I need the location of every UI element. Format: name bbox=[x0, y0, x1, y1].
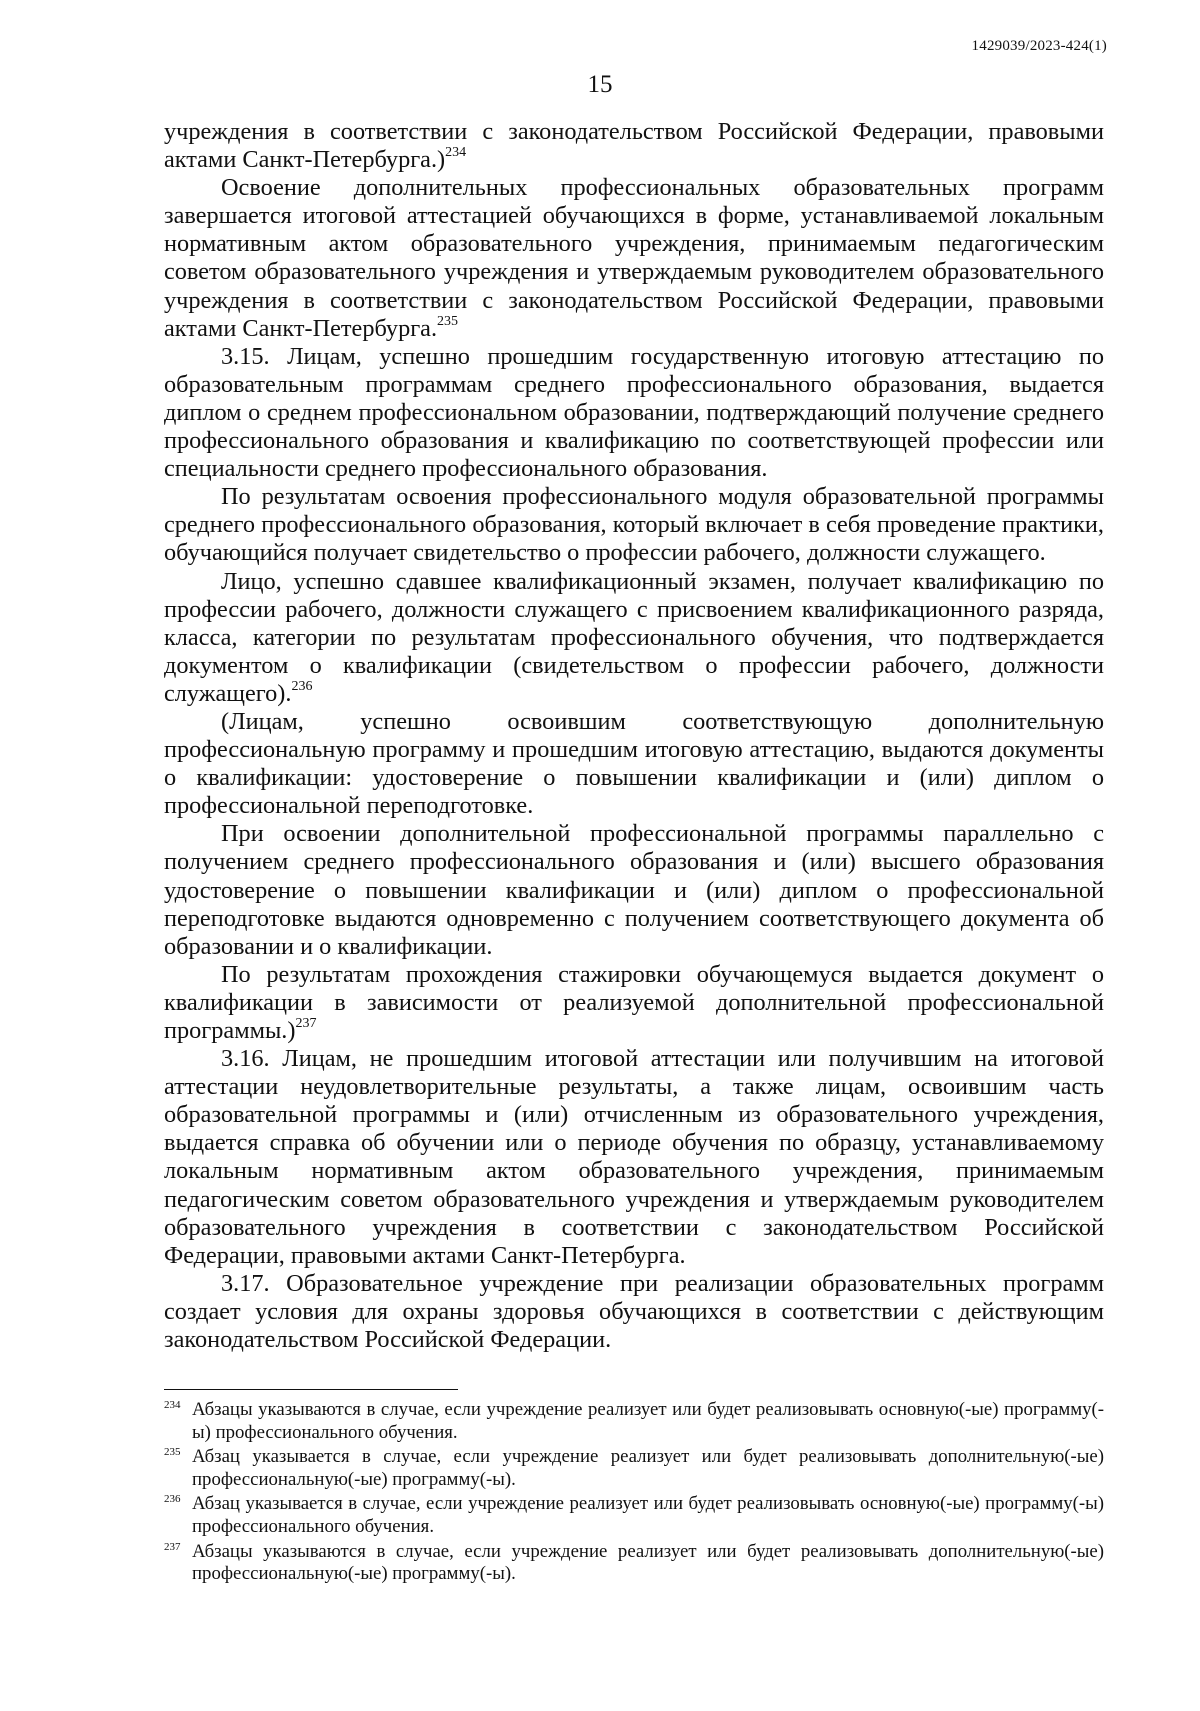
footnote: $^{235}$ Абзац указывается в случае, если учреждение реализует или будет реализовывать дополнительную(-ые) профессиональную(-ые) программу(-ы). bbox=[164, 1446, 1104, 1490]
paragraph bbox=[164, 961, 1104, 1045]
paragraph-text: 3.15. Лицам, успешно прошедшим государственную итоговую аттестацию по образовательным программам среднего профессионального образования, выдается диплом о среднем профессиональном образовании, подтверждающий получение среднего профессионального образования и квалификацию по соответствующей профессии или специальности среднего профессионального образования. bbox=[164, 342, 1104, 483]
footnote: $^{236}$ Абзац указывается в случае, если учреждение реализует или будет реализовывать основную(-ые) программу(-ы) профессионального обучения. bbox=[164, 1493, 1104, 1537]
paragraph-text: 3.17. Образовательное учреждение при реализации образовательных программ создает условия для охраны здоровья обучающихся в соответствии с действующим законодательством Российской Федерации. bbox=[164, 1269, 1104, 1354]
paragraph-text: учреждения в соответствии с законодательством Российской Федерации, правовыми актами Санкт-Петербурга.) bbox=[164, 118, 1104, 174]
footnote-text: Абзац указывается в случае, если учреждение реализует или будет реализовывать дополнительную(-ые) профессиональную(-ые) программу(-ы). bbox=[192, 1446, 1104, 1490]
paragraph bbox=[164, 174, 1104, 343]
paragraph-text: (Лицам, успешно освоившим соответствующую дополнительную профессиональную программу и прошедшим итоговую аттестацию, выдаются документы о квалификации: удостоверение о повышении квалификации и (или) диплом о профессиональной переподготовке. bbox=[164, 707, 1104, 820]
footnote-ref: 235 bbox=[437, 313, 459, 329]
paragraph-continuation bbox=[164, 118, 1104, 174]
paragraph-3-15 bbox=[164, 343, 1104, 483]
paragraph-text: Лицо, успешно сдавшее квалификационный экзамен, получает квалификацию по профессии рабочего, должности служащего с присвоением квалификационного разряда, класса, категории по результатам профессионального обучения, что подтверждается документом о квалификации (свидетельством о профессии рабочего, должности служащего). bbox=[164, 567, 1104, 707]
paragraph bbox=[164, 483, 1104, 567]
footnote-ref: 236 bbox=[291, 678, 313, 694]
footnote-text: Абзац указывается в случае, если учреждение реализует или будет реализовывать основную(-ые) программу(-ы) профессионального обучения. bbox=[192, 1493, 1104, 1537]
footnote-ref: 234 bbox=[445, 145, 467, 161]
footnote-text: Абзацы указываются в случае, если учреждение реализует или будет реализовывать дополнительную(-ые) профессиональную(-ые) программу(-ы). bbox=[192, 1540, 1104, 1585]
paragraph-text: 3.16. Лицам, не прошедшим итоговой аттестации или получившим на итоговой аттестации неудовлетворительные результаты, а также лицам, освоившим часть образовательной программы и (или) отчисленным из образовательного учреждения, выдается справка об обучении или о периоде обучения по образцу, устанавливаемому локальным нормативным актом образовательного учреждения, принимаемым педагогическим советом образовательного учреждения и утверждаемым руководителем образовательного учреждения в соответствии с законодательством Российской Федерации, правовыми актами Санкт-Петербурга. bbox=[164, 1045, 1104, 1269]
paragraph-text: По результатам освоения профессионального модуля образовательной программы среднего профессионального образования, который включает в себя проведение практики, обучающийся получает свидетельство о профессии рабочего, должности служащего. bbox=[164, 483, 1104, 567]
paragraph-3-17 bbox=[164, 1270, 1104, 1354]
paragraph bbox=[164, 568, 1104, 708]
body-text bbox=[164, 118, 1104, 1354]
paragraph-text: Освоение дополнительных профессиональных образовательных программ завершается итоговой аттестацией обучающихся в форме, устанавливаемой локальным нормативным актом образовательного учреждения, принимаемым педагогическим советом образовательного учреждения и утверждаемым руководителем образовательного учреждения в соответствии с законодательством Российской Федерации, правовыми актами Санкт-Петербурга. bbox=[164, 174, 1104, 342]
footnote: $^{234}$ Абзацы указываются в случае, если учреждение реализует или будет реализовывать основную(-ые) программу(-ы) профессионального обучения. bbox=[164, 1399, 1104, 1443]
footnote: $^{237}$ Абзацы указываются в случае, если учреждение реализует или будет реализовывать дополнительную(-ые) профессиональную(-ые) программу(-ы). bbox=[164, 1540, 1104, 1585]
footnotes bbox=[164, 1399, 1104, 1588]
paragraph-text: По результатам прохождения стажировки обучающемуся выдается документ о квалификации в зависимости от реализуемой дополнительной профессиональной программы.) bbox=[164, 960, 1104, 1044]
paragraph bbox=[164, 820, 1104, 960]
footnote-ref: 237 bbox=[295, 1016, 317, 1031]
paragraph-3-16 bbox=[164, 1045, 1104, 1270]
footnote-text: Абзацы указываются в случае, если учреждение реализует или будет реализовывать основную(-ые) программу(-ы) профессионального обучения. bbox=[192, 1399, 1104, 1443]
footnote-divider bbox=[164, 1389, 458, 1390]
paragraph bbox=[164, 708, 1104, 820]
document-id: 1429039/2023-424(1) bbox=[971, 38, 1107, 54]
page-number: 15 bbox=[587, 71, 613, 98]
paragraph-text: При освоении дополнительной профессиональной программы параллельно с получением среднего профессионального образования и (или) высшего образования удостоверение о повышении квалификации и (или) диплом о профессиональной переподготовке выдаются одновременно с получением соответствующего документа об образовании и о квалификации. bbox=[164, 820, 1104, 960]
